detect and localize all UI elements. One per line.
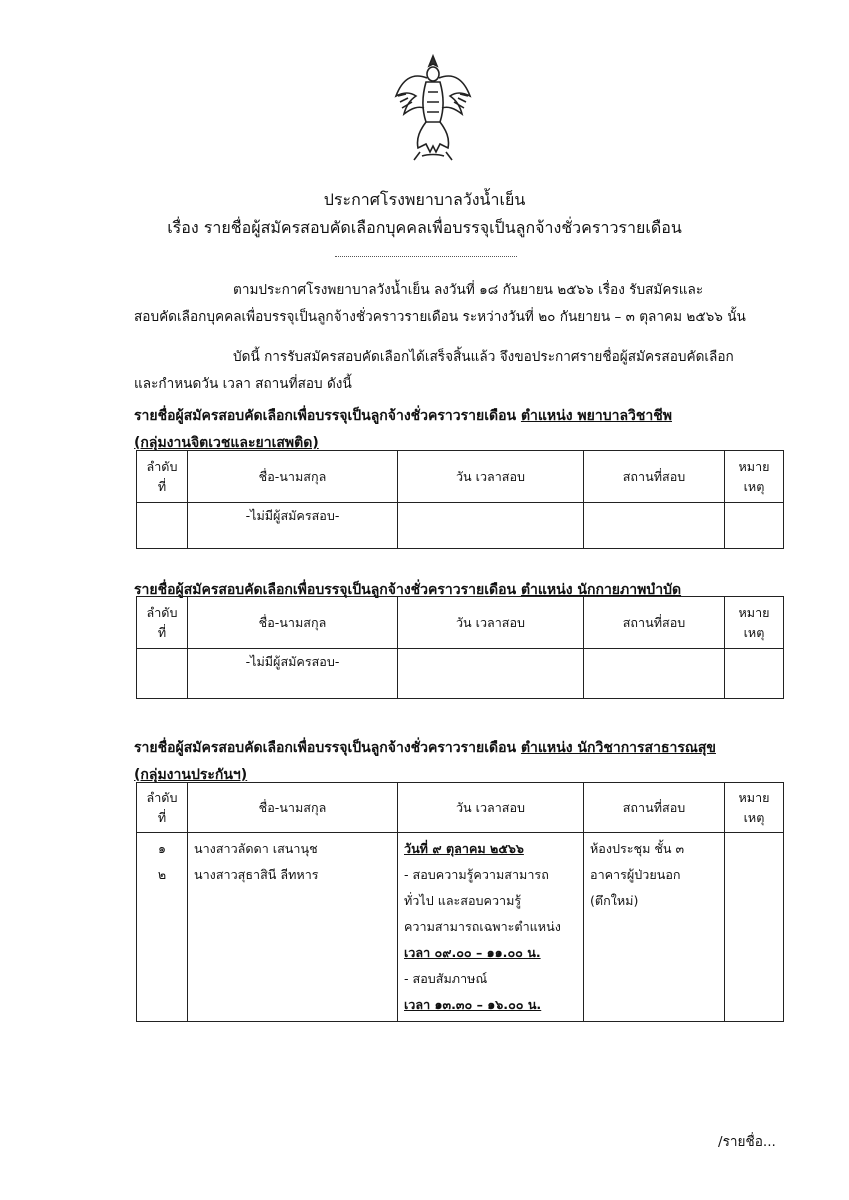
header-datetime: วัน เวลาสอบ: [398, 451, 584, 503]
table-header-row: [137, 597, 784, 649]
paragraph-2-line-2: และกำหนดวัน เวลา สถานที่สอบ ดังนี้: [134, 376, 352, 392]
section-3-heading: [134, 737, 716, 759]
applicant-names: [188, 833, 398, 1022]
header-place: สถานที่สอบ: [584, 451, 725, 503]
no-applicant-text: -ไม่มีผู้สมัครสอบ-: [188, 649, 398, 699]
exam-schedule: วันที่ ๙ ตุลาคม ๒๕๖๖ - สอบความรู้ความสามารถ ทั่วไป และสอบความรู้ ความสามารถเฉพาะตำแหน่ง เวลา ๐๙.๐๐ – ๑๑.๐๐ น. - สอบสัมภาษณ์ เวลา ๑๓.๓๐ – ๑๖.๐๐ น.: [398, 833, 584, 1022]
header-no: ลำดับ ที่: [137, 597, 188, 649]
garuda-emblem: [392, 52, 474, 162]
exam-time-1: เวลา ๐๙.๐๐ – ๑๑.๐๐ น.: [404, 945, 541, 960]
section-1-heading: [134, 405, 672, 427]
section-2-position: ตำแหน่ง นักกายภาพบำบัด: [520, 582, 682, 598]
header-place: สถานที่สอบ: [584, 783, 725, 833]
exam-time-2: เวลา ๑๓.๓๐ – ๑๖.๐๐ น.: [404, 997, 542, 1012]
table-row: [137, 503, 784, 549]
paragraph-1-line-2: สอบคัดเลือกบุคคลเพื่อบรรจุเป็นลูกจ้างชั่วคราวรายเดือน ระหว่างวันที่ ๒๐ กันยายน – ๓ ตุลาคม ๒๕๖๖ นั้น: [134, 309, 746, 325]
applicant-name: นางสาวลัดดา เสนานุช: [194, 841, 318, 856]
section-3-heading-prefix: รายชื่อผู้สมัครสอบคัดเลือกเพื่อบรรจุเป็นลูกจ้างชั่วคราวรายเดือน: [134, 740, 521, 756]
section-3-position: ตำแหน่ง นักวิชาการสาธารณสุข: [520, 740, 716, 756]
table-row: [137, 649, 784, 699]
section-3-group: (กลุ่มงานประกันฯ): [134, 767, 248, 783]
header-name: ชื่อ-นามสกุล: [188, 783, 398, 833]
header-name: ชื่อ-นามสกุล: [188, 597, 398, 649]
section-2-heading-prefix: รายชื่อผู้สมัครสอบคัดเลือกเพื่อบรรจุเป็นลูกจ้างชั่วคราวรายเดือน: [134, 582, 521, 598]
exam-place: ห้องประชุม ชั้น ๓ อาคารผู้ป่วยนอก (ตึกใหม่): [584, 833, 725, 1022]
exam-date: วันที่ ๙ ตุลาคม ๒๕๖๖: [404, 841, 524, 856]
section-1-table: [136, 450, 784, 549]
section-1-group: (กลุ่มงานจิตเวชและยาเสพติด): [134, 435, 319, 451]
header-remark: หมาย เหตุ: [725, 783, 784, 833]
exam-part-1: - สอบความรู้ความสามารถ: [404, 867, 549, 882]
header-place: สถานที่สอบ: [584, 597, 725, 649]
exam-part-2: - สอบสัมภาษณ์: [404, 971, 488, 986]
header-no: ลำดับ ที่: [137, 451, 188, 503]
section-1-heading-prefix: รายชื่อผู้สมัครสอบคัดเลือกเพื่อบรรจุเป็นลูกจ้างชั่วคราวรายเดือน: [134, 408, 521, 424]
header-no: ลำดับ ที่: [137, 783, 188, 833]
table-header-row: [137, 783, 784, 833]
header-datetime: วัน เวลาสอบ: [398, 597, 584, 649]
section-3-table: [136, 782, 784, 1022]
applicant-name: นางสาวสุธาสินี ลีทหาร: [194, 867, 319, 882]
section-2-table: [136, 596, 784, 699]
section-1-position: ตำแหน่ง พยาบาลวิชาชีพ: [520, 408, 672, 424]
announcement-subject: เรื่อง รายชื่อผู้สมัครสอบคัดเลือกบุคคลเพื่อบรรจุเป็นลูกจ้างชั่วคราวรายเดือน: [167, 218, 682, 237]
table-header-row: [137, 451, 784, 503]
header-remark: หมาย เหตุ: [725, 451, 784, 503]
header-name: ชื่อ-นามสกุล: [188, 451, 398, 503]
header-datetime: วัน เวลาสอบ: [398, 783, 584, 833]
paragraph-2-line-1: บัดนี้ การรับสมัครสอบคัดเลือกได้เสร็จสิ้นแล้ว จึงขอประกาศรายชื่อผู้สมัครสอบคัดเลือก: [233, 349, 734, 365]
no-applicant-text: -ไม่มีผู้สมัครสอบ-: [188, 503, 398, 549]
dotted-divider: [335, 256, 517, 257]
paragraph-1-line-1: ตามประกาศโรงพยาบาลวังน้ำเย็น ลงวันที่ ๑๘ กันยายน ๒๕๖๖ เรื่อง รับสมัครและ: [233, 282, 704, 298]
announcement-title: ประกาศโรงพยาบาลวังน้ำเย็น: [323, 190, 526, 209]
header-remark: หมาย เหตุ: [725, 597, 784, 649]
continued-marker: /รายชื่อ...: [718, 1134, 776, 1150]
row-numbers: ๑ ๒: [137, 833, 188, 1022]
table-row: [137, 833, 784, 1022]
